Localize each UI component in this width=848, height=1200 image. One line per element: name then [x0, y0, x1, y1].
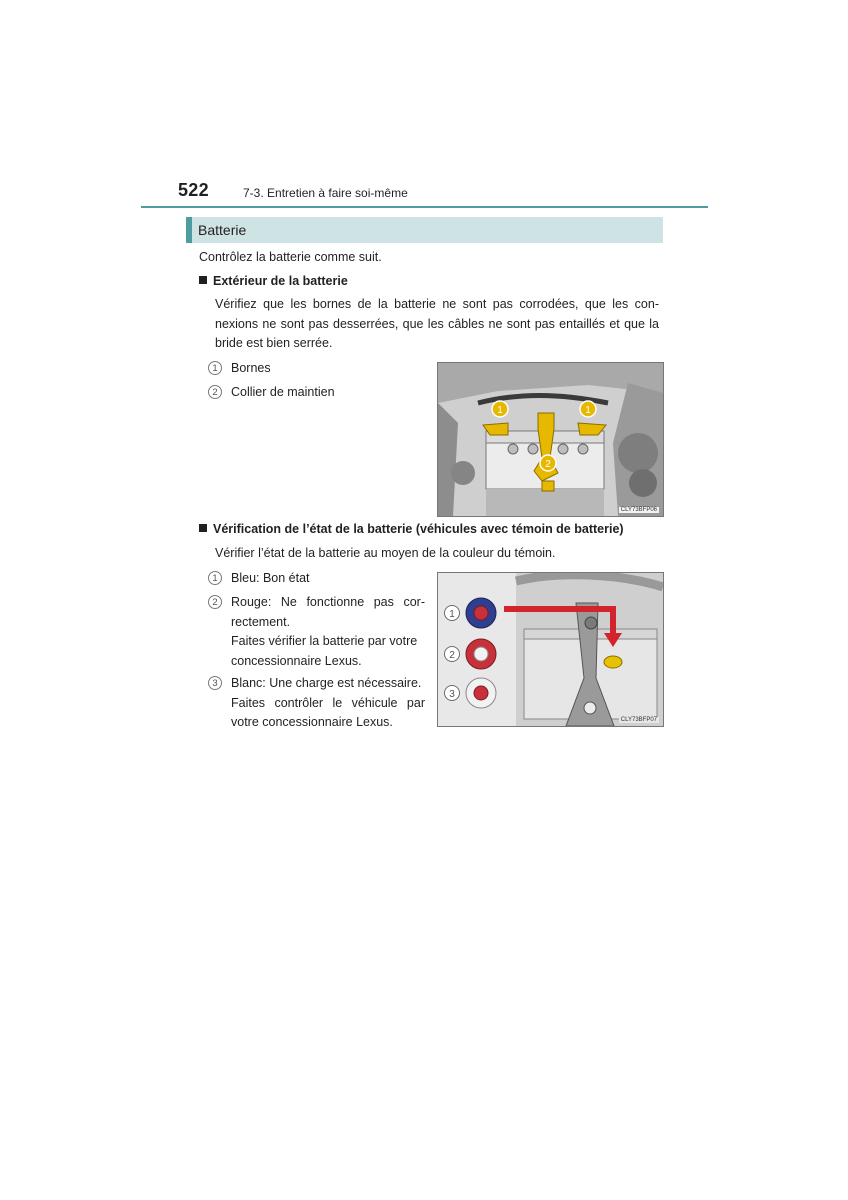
- list-item-line: Faites vérifier la batterie par votre: [231, 634, 418, 648]
- list-item-line: Blanc: Une charge est nécessaire.: [231, 676, 422, 690]
- engine-bay-illustration: [438, 363, 663, 516]
- list-item-label: Collier de maintien: [231, 385, 335, 399]
- state-intro: Vérifier l’état de la batterie au moyen de la couleur du témoin.: [215, 546, 556, 560]
- bullet-square-icon: [199, 276, 207, 284]
- list-item: [208, 383, 408, 403]
- number-circle-icon: 2: [208, 595, 222, 609]
- list-item-label: Bornes: [231, 361, 271, 375]
- exterior-heading: [199, 272, 348, 292]
- exterior-paragraph: [215, 295, 659, 354]
- section-accent: [186, 217, 192, 243]
- exterior-line: Vérifiez que les bornes de la batterie ne sont pas corrodées, que les con-: [215, 297, 659, 311]
- battery-indicator-figure: [437, 572, 664, 727]
- exterior-line: nexions ne sont pas desserrées, que les câbles ne sont pas entaillés et que la: [215, 316, 659, 331]
- bullet-square-icon: [199, 524, 207, 532]
- list-item-line: rectement.: [231, 614, 291, 629]
- indicator-illustration: [438, 573, 663, 726]
- list-item-line: concessionnaire Lexus.: [231, 653, 362, 668]
- page-number: 522: [178, 180, 209, 200]
- number-circle-icon: 3: [208, 676, 222, 690]
- list-item: [208, 674, 428, 734]
- exterior-heading-text: Extérieur de la batterie: [213, 274, 348, 288]
- chapter-title: 7-3. Entretien à faire soi-même: [243, 186, 408, 200]
- number-circle-icon: 2: [208, 385, 222, 399]
- section-heading-bar: [186, 217, 663, 243]
- indicator-number: 2: [449, 650, 455, 661]
- svg-text:2: 2: [545, 459, 551, 470]
- number-circle-icon: 1: [208, 361, 222, 375]
- list-item: [208, 569, 428, 589]
- header-divider: [141, 206, 708, 208]
- list-item-text: [231, 674, 425, 733]
- svg-text:1: 1: [497, 405, 503, 416]
- list-item-text: [231, 593, 425, 671]
- section-title: Batterie: [198, 222, 247, 238]
- state-heading: [199, 520, 624, 540]
- list-item: [208, 593, 428, 673]
- exterior-line: bride est bien serrée.: [215, 336, 333, 350]
- list-item-label: Bleu: Bon état: [231, 571, 310, 585]
- indicator-number: 1: [449, 609, 455, 620]
- indicator-number: 3: [449, 689, 455, 700]
- number-circle-icon: 1: [208, 571, 222, 585]
- list-item: [208, 359, 408, 379]
- battery-terminals-figure: [437, 362, 664, 517]
- list-item-line: Rouge: Ne fonctionne pas cor-: [231, 595, 425, 609]
- figure-code: CLY73BFP06: [620, 507, 657, 513]
- state-heading-text: Vérification de l’état de la batterie (véhicules avec témoin de batterie): [213, 522, 624, 536]
- figure-code: CLY73BFP07: [620, 717, 657, 723]
- list-item-line: Faites contrôler le véhicule par: [231, 695, 425, 710]
- page-header: [141, 178, 708, 208]
- svg-text:1: 1: [585, 405, 591, 416]
- list-item-line: votre concessionnaire Lexus.: [231, 715, 393, 729]
- section-intro: Contrôlez la batterie comme suit.: [199, 250, 382, 264]
